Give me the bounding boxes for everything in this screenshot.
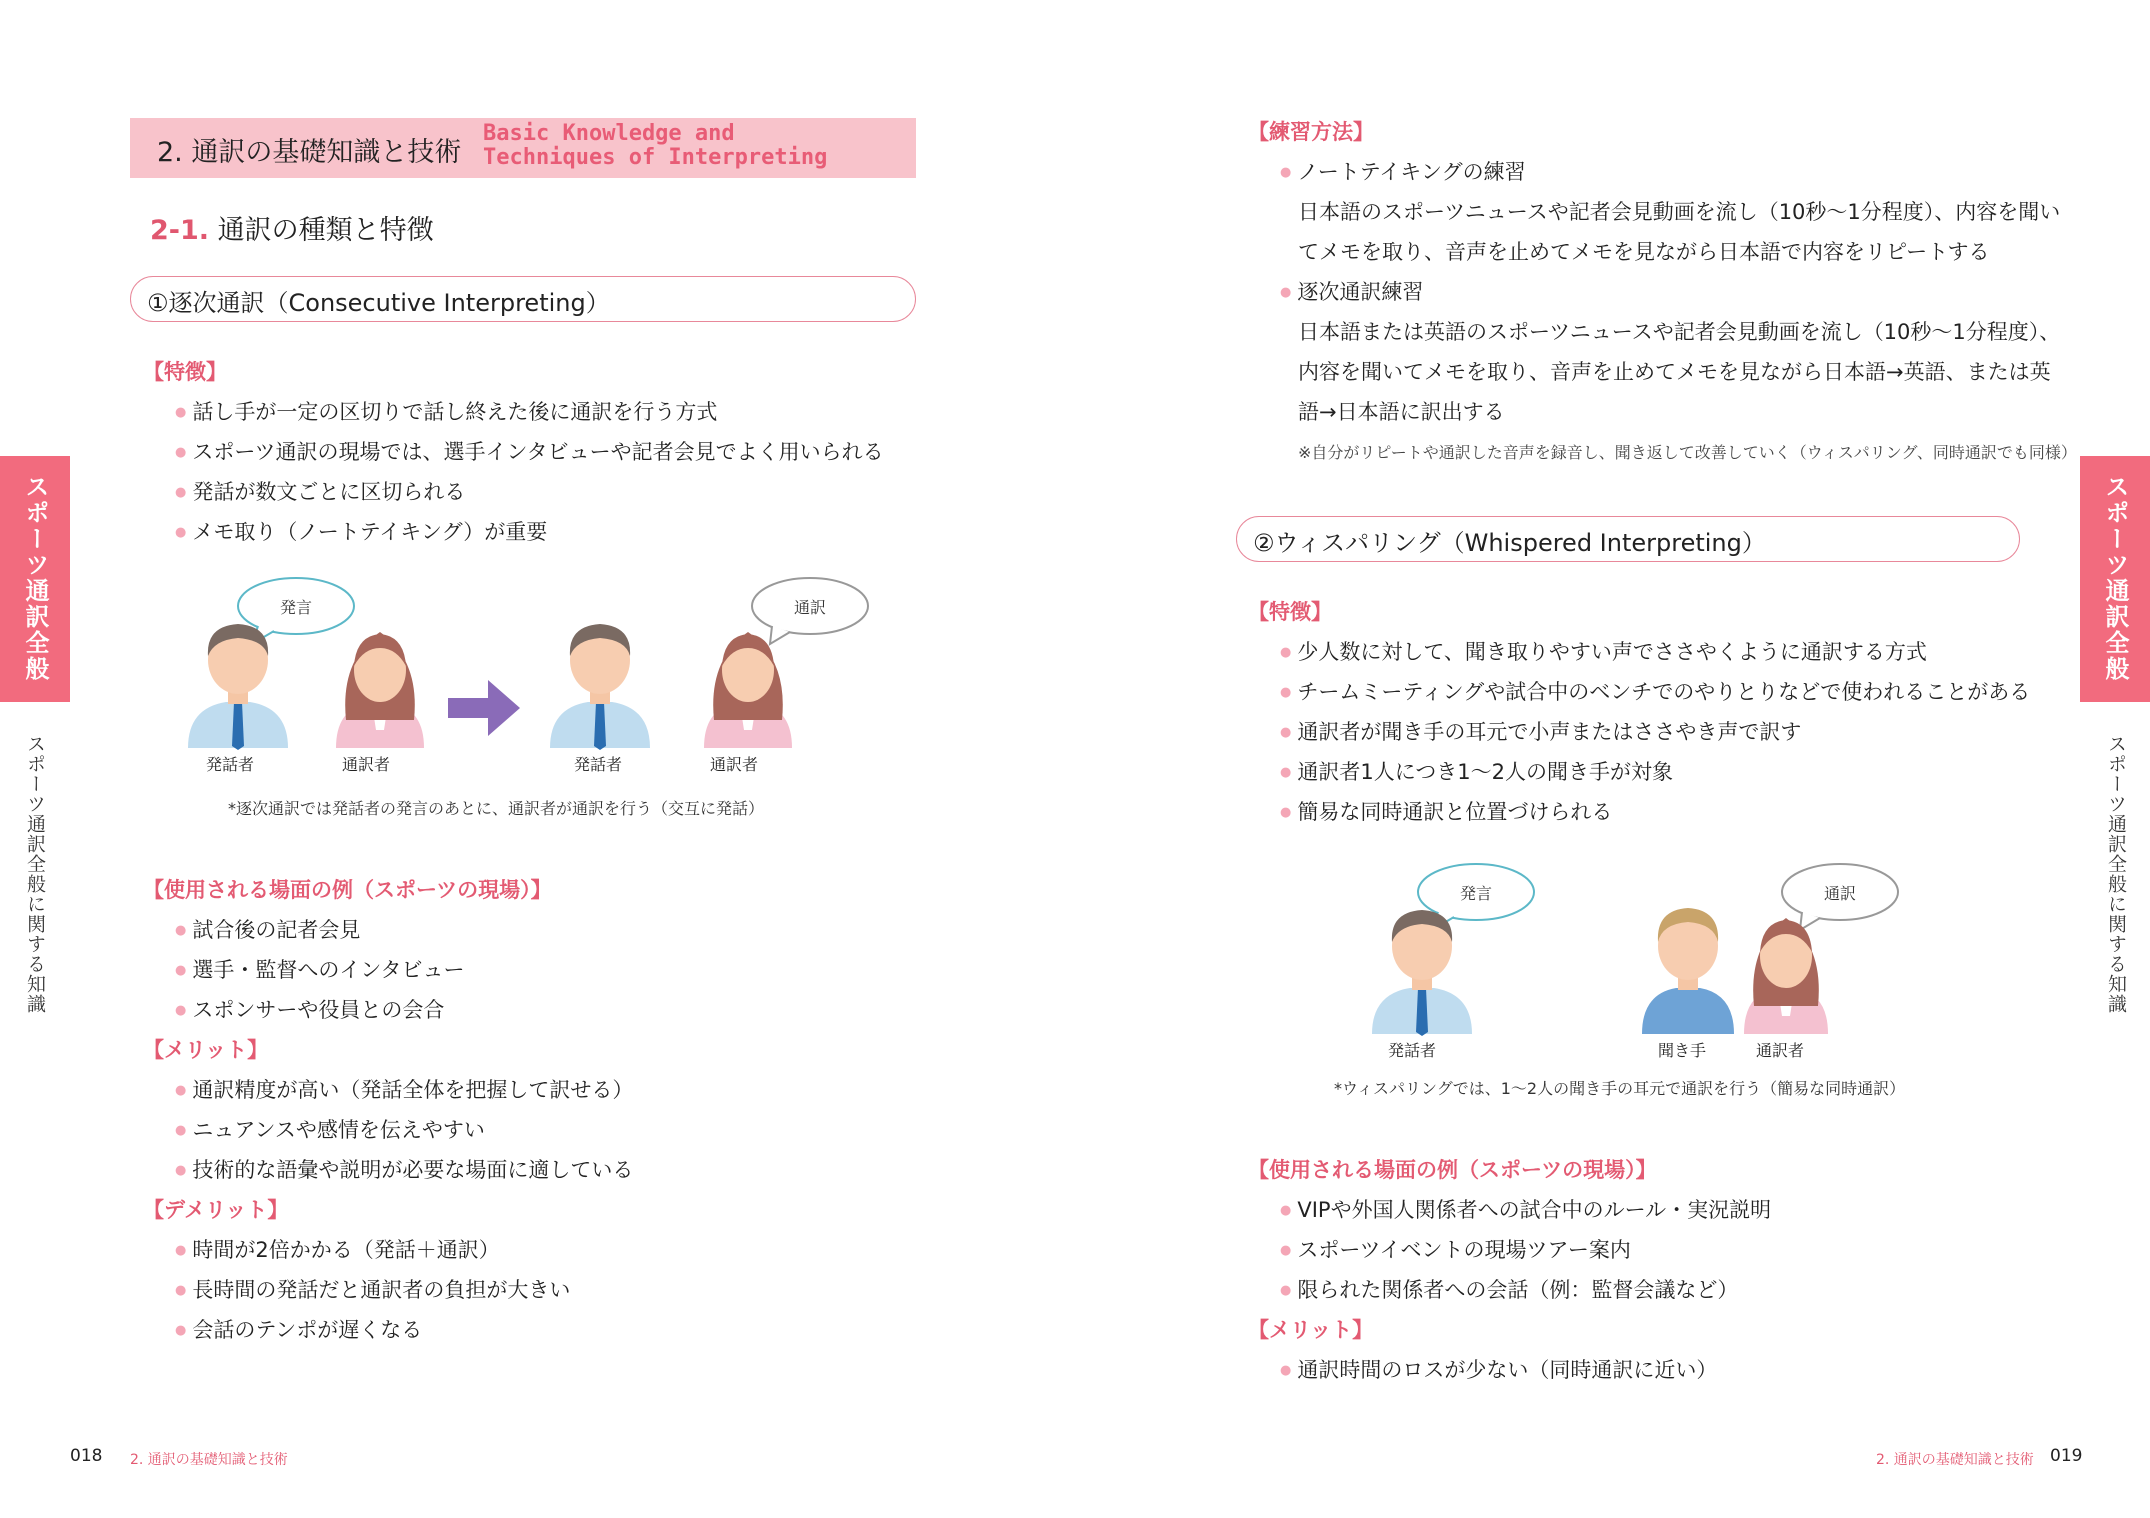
- practice-label: 【練習方法】: [1248, 120, 1374, 144]
- figure-label: 発話者: [205, 755, 255, 774]
- consecutive-figure: [170, 570, 890, 780]
- bubble-text: 通訳: [793, 598, 827, 617]
- list-item: ● 話し手が一定の区切りで話し終えた後に通訳を行う方式: [175, 396, 717, 426]
- consecutive-title: ①逐次通訳（Consecutive Interpreting）: [147, 289, 610, 317]
- list-item: ● 時間が2倍かかる（発話＋通訳）: [175, 1234, 500, 1264]
- merit-label: 【メリット】: [1248, 1318, 1374, 1342]
- list-item: ● 簡易な同時通訳と位置づけられる: [1280, 796, 1612, 826]
- page-number-left: 018: [70, 1446, 103, 1466]
- side-subtitle-left: スポーツ通訳全般に関する知識: [24, 734, 46, 1014]
- man-speaker-icon: [188, 624, 288, 750]
- figure-label: 発話者: [573, 755, 623, 774]
- bubble-text: 発言: [279, 598, 313, 617]
- usage-label: 【使用される場面の例（スポーツの現場）】: [143, 878, 552, 902]
- chapter-en-line1: Basic Knowledge and: [483, 121, 735, 146]
- list-item: ● スポーツイベントの現場ツアー案内: [1280, 1234, 1631, 1264]
- list-item: ● 試合後の記者会見: [175, 914, 360, 944]
- features-label: 【特徴】: [1248, 600, 1332, 624]
- features-label: 【特徴】: [143, 360, 227, 384]
- list-item: ● 会話のテンポが遅くなる: [175, 1314, 422, 1344]
- side-tab-right[interactable]: [2080, 456, 2150, 702]
- speech-bubble-icon: [752, 578, 868, 644]
- body-line: 日本語のスポーツニュースや記者会見動画を流し（10秒～1分程度）、内容を聞い: [1298, 200, 2061, 224]
- body-line: 語→日本語に訳出する: [1298, 400, 1505, 424]
- list-item: ● 限られた関係者への会話（例：監督会議など）: [1280, 1274, 1738, 1304]
- figure-label: 通訳者: [1755, 1041, 1805, 1060]
- man-speaker-icon: [1372, 910, 1472, 1036]
- side-tab-left[interactable]: [0, 456, 70, 702]
- list-item: ● VIPや外国人関係者への試合中のルール・実況説明: [1280, 1194, 1771, 1224]
- list-item: ● メモ取り（ノートテイキング）が重要: [175, 516, 547, 546]
- body-line: てメモを取り、音声を止めてメモを見ながら日本語で内容をリピートする: [1298, 240, 1990, 264]
- chapter-title-english: [483, 122, 827, 170]
- list-item: ● ニュアンスや感情を伝えやすい: [175, 1114, 485, 1144]
- usage-label: 【使用される場面の例（スポーツの現場）】: [1248, 1158, 1657, 1182]
- side-subtitle-right: スポーツ通訳全般に関する知識: [2105, 734, 2127, 1014]
- list-item: ● 通訳精度が高い（発話全体を把握して訳せる）: [175, 1074, 633, 1104]
- list-item: ● スポーツ通訳の現場では、選手インタビューや記者会見でよく用いられる: [175, 436, 884, 466]
- list-item: ● 長時間の発話だと通訳者の負担が大きい: [175, 1274, 570, 1304]
- side-tab-label: スポーツ通訳全般: [2101, 474, 2129, 682]
- list-item: ● 少人数に対して、聞き取りやすい声でささやくように通訳する方式: [1280, 636, 1927, 666]
- bubble-text: 通訳: [1823, 884, 1857, 903]
- body-line: 日本語または英語のスポーツニュースや記者会見動画を流し（10秒～1分程度）、: [1298, 320, 2061, 344]
- figure-label: 発話者: [1387, 1041, 1437, 1060]
- list-item: ● 通訳者が聞き手の耳元で小声またはささやき声で訳す: [1280, 716, 1801, 746]
- figure-caption: *逐次通訳では発話者の発言のあとに、通訳者が通訳を行う（交互に発話）: [228, 799, 765, 818]
- list-item: ● 技術的な語彙や説明が必要な場面に適している: [175, 1154, 633, 1184]
- whispered-title: ②ウィスパリング（Whispered Interpreting）: [1253, 529, 1766, 557]
- side-tab-label: スポーツ通訳全般: [21, 474, 49, 682]
- woman-interpreter-icon: [1744, 918, 1828, 1034]
- woman-interpreter-icon: [336, 632, 424, 748]
- running-title-right: 2. 通訳の基礎知識と技術: [1876, 1452, 2034, 1468]
- merit-label: 【メリット】: [143, 1038, 269, 1062]
- list-item: ● 発話が数文ごとに区切られる: [175, 476, 465, 506]
- list-item: ● チームミーティングや試合中のベンチでのやりとりなどで使われることがある: [1280, 676, 2030, 706]
- page-number-right: 019: [2050, 1446, 2083, 1466]
- bubble-text: 発言: [1459, 884, 1493, 903]
- figure-label: 聞き手: [1657, 1041, 1707, 1060]
- list-item: ● ノートテイキングの練習: [1280, 156, 1526, 186]
- arrow-right-icon: [448, 680, 520, 736]
- list-item: ● 通訳者1人につき1～2人の聞き手が対象: [1280, 756, 1673, 786]
- demerit-label: 【デメリット】: [143, 1198, 289, 1222]
- figure-caption: *ウィスパリングでは、1～2人の聞き手の耳元で通訳を行う（簡易な同時通訳）: [1334, 1079, 1906, 1098]
- listener-icon: [1642, 908, 1734, 1034]
- body-line: 内容を聞いてメモを取り、音声を止めてメモを見ながら日本語→英語、または英: [1298, 360, 2051, 384]
- speech-bubble-icon: [1782, 864, 1898, 930]
- section-title: [150, 208, 434, 247]
- practice-note: ※自分がリピートや通訳した音声を録音し、聞き返して改善していく（ウィスパリング、同時通訳でも同様）: [1298, 443, 2077, 462]
- list-item: ● スポンサーや役員との会合: [175, 994, 444, 1024]
- figure-label: 通訳者: [709, 755, 759, 774]
- whispered-figure: [1360, 856, 1920, 1066]
- chapter-title: 2. 通訳の基礎知識と技術: [157, 137, 462, 168]
- section-number: 2-1.: [150, 215, 210, 246]
- woman-interpreter-icon: [704, 632, 792, 748]
- figure-label: 通訳者: [341, 755, 391, 774]
- section-title-text: 通訳の種類と特徴: [217, 215, 434, 246]
- list-item: ● 逐次通訳練習: [1280, 276, 1423, 306]
- man-speaker-icon: [550, 624, 650, 750]
- chapter-en-line2: Techniques of Interpreting: [483, 145, 828, 170]
- list-item: ● 通訳時間のロスが少ない（同時通訳に近い）: [1280, 1354, 1717, 1384]
- running-title-left: 2. 通訳の基礎知識と技術: [130, 1452, 288, 1468]
- list-item: ● 選手・監督へのインタビュー: [175, 954, 465, 984]
